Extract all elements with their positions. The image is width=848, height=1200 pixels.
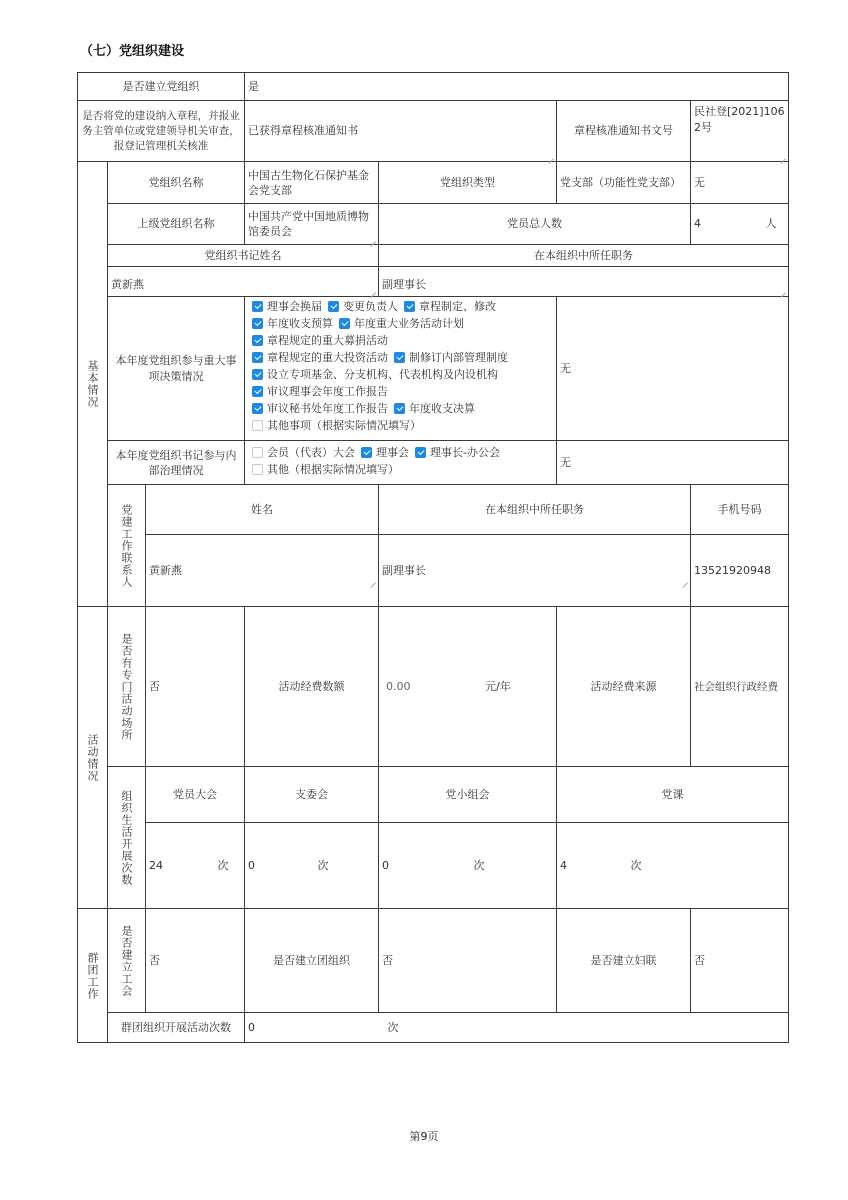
checkbox-label: 章程规定的重大募捐活动 (267, 334, 388, 347)
youth-value[interactable]: 否 (382, 953, 393, 967)
checkbox-row (252, 417, 514, 434)
venue-label (108, 607, 145, 766)
union-label-text: 是否建立工会 (120, 924, 133, 997)
checkbox-label: 章程制定、修改 (419, 300, 496, 313)
mass-count-label: 群团组织开展活动次数 (121, 1020, 231, 1034)
checkbox-label: 设立专项基金、分支机构、代表机构及内设机构 (267, 368, 498, 381)
checkbox-checked-icon[interactable] (394, 352, 405, 363)
venue-label-text: 是否有专门活动场所 (120, 632, 133, 741)
checkbox-label: 章程规定的重大投资活动 (267, 351, 388, 364)
checkbox-option[interactable] (252, 461, 399, 478)
checkbox-label: 变更负责人 (343, 300, 398, 313)
checkbox-checked-icon[interactable] (361, 447, 372, 458)
checkbox-label: 审议秘书处年度工作报告 (267, 402, 388, 415)
resize-grip-icon[interactable] (780, 287, 786, 293)
meeting-header-general: 党员大会 (173, 787, 217, 801)
checkbox-option[interactable] (252, 444, 355, 461)
meeting-unit-general: 次 (217, 858, 229, 872)
charter-doc-label: 章程核准通知书文号 (574, 124, 673, 137)
charter-label: 是否将党的建设纳入章程，并报业务主管单位或党建领导机关审查，报登记管理机关核准 (82, 109, 240, 152)
meeting-header-committee: 支委会 (295, 787, 328, 801)
checkbox-option[interactable] (252, 298, 322, 315)
secretary-name-label: 党组织书记姓名 (204, 248, 282, 262)
checkbox-checked-icon[interactable] (252, 301, 263, 312)
checkbox-label: 制修订内部管理制度 (409, 351, 508, 364)
contact-phone-label: 手机号码 (717, 502, 762, 516)
members-value[interactable]: 4 (694, 217, 701, 230)
page-number: 第9页 (409, 1130, 439, 1143)
meeting-count-committee[interactable]: 0 (248, 858, 255, 872)
checkbox-label: 年度收支预算 (267, 317, 333, 330)
charter-value[interactable]: 已获得章程核准通知书 (248, 124, 358, 137)
checkbox-row (252, 366, 514, 383)
checkbox-label: 其他事项（根据实际情况填写） (267, 419, 421, 432)
union-value[interactable]: 否 (149, 953, 160, 967)
checkbox-label: 会员（代表）大会 (267, 446, 355, 459)
meeting-header-lecture: 党课 (661, 787, 684, 801)
resize-grip-icon[interactable] (370, 287, 376, 293)
mass-section-text: 群团工作 (86, 951, 99, 1000)
governance-label: 本年度党组织书记参与内部治理情况 (115, 448, 237, 477)
decision-label: 本年度党组织参与重大事项决策情况 (115, 353, 237, 383)
checkbox-option[interactable] (394, 400, 475, 417)
secretary-position-value[interactable]: 副理事长 (382, 278, 426, 291)
women-label: 是否建立妇联 (590, 953, 657, 967)
checkbox-checked-icon[interactable] (404, 301, 415, 312)
contact-position-label: 在本组织中所任职务 (485, 502, 584, 516)
superior-value[interactable]: 中国共产党中国地质博物馆委员会 (248, 210, 369, 238)
basic-section-text: 基本情况 (86, 360, 99, 408)
funding-source-value[interactable]: 社会组织行政经费 (694, 680, 778, 693)
resize-grip-icon[interactable] (370, 236, 376, 242)
checkbox-checked-icon[interactable] (339, 318, 350, 329)
meeting-unit-lecture: 次 (630, 858, 642, 872)
meetings-label (108, 767, 145, 908)
activity-section-label (78, 607, 107, 908)
resize-grip-icon[interactable] (682, 577, 688, 583)
checkbox-option[interactable] (415, 444, 500, 461)
superior-label: 上级党组织名称 (137, 217, 215, 230)
checkbox-unchecked-icon[interactable] (252, 464, 263, 475)
checkbox-row (252, 444, 506, 461)
checkbox-label: 其他（根据实际情况填写） (267, 463, 399, 476)
charter-doc-value[interactable]: 民社登[2021]1062号 (694, 105, 785, 134)
checkbox-unchecked-icon[interactable] (252, 447, 263, 458)
org-type-label: 党组织类型 (440, 175, 495, 189)
checkbox-row (252, 383, 514, 400)
checkbox-option[interactable] (252, 332, 388, 349)
checkbox-option[interactable] (339, 315, 464, 332)
checkbox-checked-icon[interactable] (252, 318, 263, 329)
meeting-count-lecture[interactable]: 4 (560, 858, 567, 872)
checkbox-label: 年度收支决算 (409, 402, 475, 415)
checkbox-option[interactable] (394, 349, 508, 366)
checkbox-row (252, 349, 514, 366)
checkbox-option[interactable] (404, 298, 496, 315)
checkbox-option[interactable] (252, 400, 388, 417)
checkbox-option[interactable] (252, 366, 498, 383)
mass-section-label (78, 909, 107, 1042)
members-unit: 人 (765, 217, 777, 230)
mass-count-value[interactable]: 0 (248, 1020, 255, 1034)
org-name-value[interactable]: 中国古生物化石保护基金会党支部 (248, 168, 369, 197)
org-name-label: 党组织名称 (148, 175, 204, 189)
resize-grip-icon[interactable] (548, 153, 554, 159)
activity-section-text: 活动情况 (86, 733, 99, 782)
contact-label (108, 485, 145, 606)
checkbox-row (252, 315, 514, 332)
checkbox-checked-icon[interactable] (415, 447, 426, 458)
funding-label: 活动经费数额 (278, 679, 345, 693)
has-party-org-value: 是 (248, 79, 259, 93)
secretary-position-label: 在本组织中所任职务 (534, 248, 633, 262)
meeting-count-group[interactable]: 0 (382, 858, 389, 872)
funding-source-label: 活动经费来源 (590, 679, 657, 693)
contact-position-value[interactable]: 副理事长 (382, 563, 426, 577)
checkbox-row (252, 332, 514, 349)
youth-label: 是否建立团组织 (273, 953, 350, 967)
basic-section-label (78, 162, 107, 606)
checkbox-option[interactable] (252, 383, 388, 400)
governance-other[interactable]: 无 (560, 455, 571, 469)
resize-grip-icon[interactable] (370, 577, 376, 583)
checkbox-unchecked-icon[interactable] (252, 420, 263, 431)
women-value[interactable]: 否 (694, 953, 705, 967)
checkbox-option[interactable] (252, 315, 333, 332)
resize-grip-icon[interactable] (780, 153, 786, 159)
checkbox-row (252, 400, 514, 417)
checkbox-option[interactable] (252, 349, 388, 366)
secretary-name-value[interactable]: 黄新燕 (111, 278, 144, 291)
checkbox-checked-icon[interactable] (252, 403, 263, 414)
decision-checkbox-list (252, 298, 514, 434)
checkbox-option[interactable] (328, 298, 398, 315)
contact-phone-value[interactable]: 13521920948 (694, 564, 771, 577)
decision-other[interactable]: 无 (560, 361, 571, 375)
funding-unit: 元/年 (485, 679, 511, 693)
checkbox-label: 理事会 (376, 446, 409, 459)
checkbox-checked-icon[interactable] (394, 403, 405, 414)
checkbox-checked-icon[interactable] (328, 301, 339, 312)
meeting-unit-group: 次 (473, 858, 485, 872)
meeting-unit-committee: 次 (317, 858, 329, 872)
checkbox-checked-icon[interactable] (252, 352, 263, 363)
page-title: （七）党组织建设 (80, 44, 185, 59)
contact-name-label: 姓名 (251, 502, 273, 516)
checkbox-option[interactable] (361, 444, 409, 461)
checkbox-label: 理事会换届 (267, 300, 322, 313)
checkbox-label: 理事长-办公会 (430, 446, 500, 459)
checkbox-label: 审议理事会年度工作报告 (267, 385, 388, 398)
checkbox-row (252, 298, 514, 315)
checkbox-option[interactable] (252, 417, 421, 434)
checkbox-checked-icon[interactable] (252, 369, 263, 380)
meeting-count-general[interactable]: 24 (149, 858, 163, 872)
org-type-value[interactable]: 党支部（功能性党支部） (560, 175, 681, 189)
checkbox-checked-icon[interactable] (252, 386, 263, 397)
checkbox-label: 年度重大业务活动计划 (354, 317, 464, 330)
governance-checkbox-list (252, 444, 506, 478)
meeting-header-group: 党小组会 (445, 787, 490, 801)
meetings-label-text: 组织生活开展次数 (120, 789, 133, 886)
checkbox-checked-icon[interactable] (252, 335, 263, 346)
contact-label-text: 党建工作联系人 (120, 503, 133, 588)
checkbox-row (252, 461, 506, 478)
contact-name-value[interactable]: 黄新燕 (149, 563, 182, 577)
has-party-org-label: 是否建立党组织 (122, 79, 200, 93)
funding-value[interactable]: 0.00 (386, 679, 411, 693)
org-type-extra[interactable]: 无 (694, 175, 705, 189)
union-label (108, 909, 145, 1012)
members-label: 党员总人数 (507, 217, 562, 230)
venue-value[interactable]: 否 (149, 679, 160, 693)
mass-count-unit: 次 (387, 1020, 399, 1034)
